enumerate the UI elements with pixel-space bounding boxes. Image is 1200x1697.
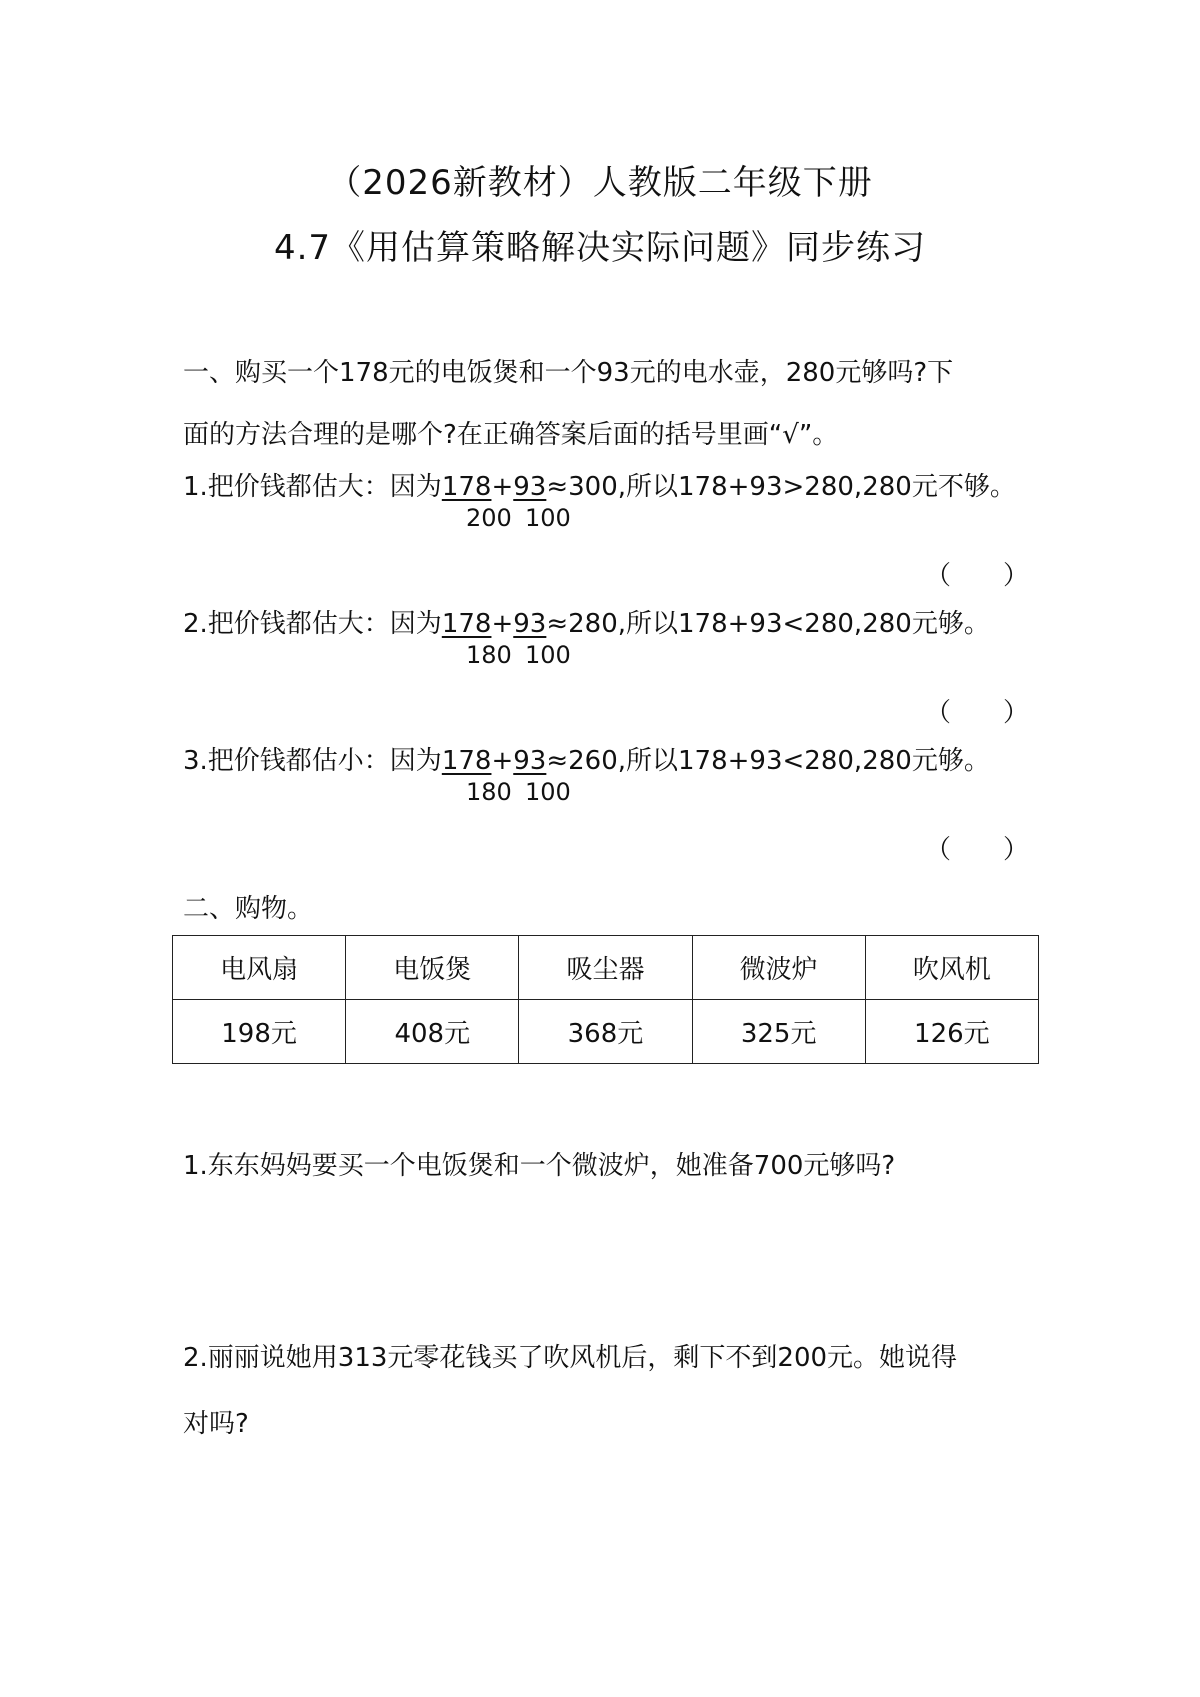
option-1-prefix: 1.把价钱都估大：因为 <box>183 472 442 502</box>
item-name-cell: 吸尘器 <box>519 936 692 1000</box>
item-price-cell: 408元 <box>346 1000 519 1064</box>
item-name-cell: 吹风机 <box>865 936 1038 1000</box>
option-1-estimate-b: 100 <box>525 504 571 532</box>
option-2-num-a: 178 <box>441 609 492 639</box>
question-2-line2: 对吗? <box>183 1409 249 1439</box>
item-price-cell: 198元 <box>173 1000 346 1064</box>
option-3-num-a: 178 <box>441 746 492 776</box>
option-2-estimate-a: 180 <box>466 641 512 669</box>
item-name-cell: 电饭煲 <box>346 936 519 1000</box>
price-table-header-row <box>173 936 1039 1000</box>
option-2-equation <box>183 603 990 640</box>
option-2-plus: + <box>491 609 514 639</box>
section1-intro-line2: 面的方法合理的是哪个?在正确答案后面的括号里画“√”。 <box>183 420 839 450</box>
option-1-suffix: ≈300,所以178+93>280,280元不够。 <box>546 472 1016 502</box>
option-2-estimate-b: 100 <box>525 641 571 669</box>
title-line-2: 4.7《用估算策略解决实际问题》同步练习 <box>273 228 927 268</box>
option-3-estimate-a: 180 <box>466 778 512 806</box>
option-2-answer-paren[interactable]: （ ） <box>925 698 1030 728</box>
item-price-cell: 126元 <box>865 1000 1038 1064</box>
option-3-answer-paren[interactable]: （ ） <box>925 835 1030 865</box>
section1-intro-line1: 一、购买一个178元的电饭煲和一个93元的电水壶，280元够吗?下 <box>183 358 954 388</box>
option-2-prefix: 2.把价钱都估大：因为 <box>183 609 442 639</box>
option-1-num-b: 93 <box>513 472 547 502</box>
option-2-suffix: ≈280,所以178+93<280,280元够。 <box>546 609 990 639</box>
section2-heading: 二、购物。 <box>183 894 314 924</box>
option-1-equation <box>183 466 1016 503</box>
option-1-num-a: 178 <box>441 472 492 502</box>
item-name-cell: 微波炉 <box>692 936 865 1000</box>
question-2-line1: 2.丽丽说她用313元零花钱买了吹风机后，剩下不到200元。她说得 <box>183 1343 958 1373</box>
option-3-suffix: ≈260,所以178+93<280,280元够。 <box>546 746 990 776</box>
question-1: 1.东东妈妈要买一个电饭煲和一个微波炉，她准备700元够吗? <box>183 1151 896 1181</box>
item-price-cell: 368元 <box>519 1000 692 1064</box>
option-3-estimate-b: 100 <box>525 778 571 806</box>
option-1-answer-paren[interactable]: （ ） <box>925 561 1030 591</box>
item-name-cell: 电风扇 <box>173 936 346 1000</box>
option-3-equation <box>183 740 990 777</box>
option-1-plus: + <box>491 472 514 502</box>
option-3-prefix: 3.把价钱都估小：因为 <box>183 746 442 776</box>
option-3-plus: + <box>491 746 514 776</box>
option-2-num-b: 93 <box>513 609 547 639</box>
option-3-num-b: 93 <box>513 746 547 776</box>
price-table <box>172 935 1039 1064</box>
title-line-1: （2026新教材）人教版二年级下册 <box>327 163 873 203</box>
option-1-estimate-a: 200 <box>466 504 512 532</box>
item-price-cell: 325元 <box>692 1000 865 1064</box>
price-table-price-row <box>173 1000 1039 1064</box>
